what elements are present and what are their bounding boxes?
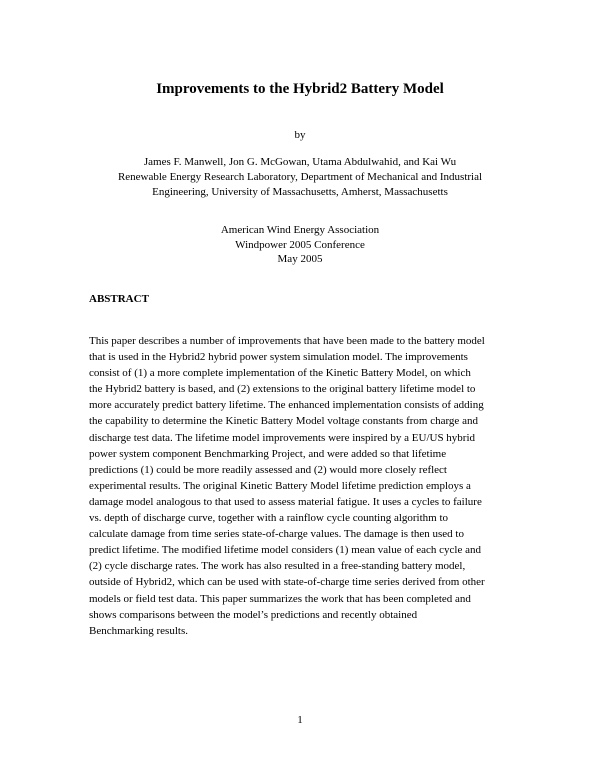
byline-by: by <box>294 129 306 141</box>
abstract-line: discharge test data. The lifetime model improvements were inspired by a EU/US hybrid <box>89 431 476 444</box>
author-names: James F. Manwell, Jon G. McGowan, Utama Abdulwahid, and Kai Wu <box>143 156 457 168</box>
abstract-heading: ABSTRACT <box>89 293 149 305</box>
abstract-line: outside of Hybrid2, which can be used with state-of-charge time series derived from other <box>89 576 485 589</box>
venue-conference: Windpower 2005 Conference <box>235 238 365 251</box>
affiliation-line-1: Renewable Energy Research Laboratory, Department of Mechanical and Industrial <box>117 171 483 183</box>
affiliation-line-2: Engineering, University of Massachusetts, Amherst, Massachusetts <box>152 186 448 198</box>
page-number: 1 <box>297 714 303 726</box>
abstract-body <box>89 333 529 639</box>
venue-block <box>0 223 600 267</box>
abstract-line: This paper describes a number of improvements that have been made to the battery model <box>89 335 485 347</box>
abstract-line: models or field test data. This paper summarizes the work that has been completed and <box>89 592 471 605</box>
abstract-line: consist of (1) a more complete implementation of the Kinetic Battery Model, on which <box>89 367 471 380</box>
abstract-line: Benchmarking results. <box>89 624 188 637</box>
abstract-line: damage model analogous to that used to assess material fatigue. It uses a cycles to failure <box>89 495 482 508</box>
abstract-line: the capability to determine the Kinetic Battery Model voltage constants from charge and <box>89 415 478 428</box>
abstract-line: predict lifetime. The modified lifetime model considers (1) mean value of each cycle and <box>89 544 481 557</box>
abstract-line: shows comparisons between the model’s predictions and recently obtained <box>89 608 418 621</box>
abstract-line: vs. depth of discharge curve, together with a rainflow cycle counting algorithm to <box>89 512 449 525</box>
abstract-line: the Hybrid2 battery is based, and (2) extensions to the original battery lifetime model to <box>89 383 476 396</box>
author-block <box>0 155 600 200</box>
paper-title: Improvements to the Hybrid2 Battery Model <box>156 81 444 97</box>
abstract-line: (2) cycle discharge rates. The work has also resulted in a free-standing battery model, <box>89 560 466 573</box>
abstract-line: experimental results. The original Kinetic Battery Model lifetime prediction employs a <box>89 479 471 492</box>
abstract-line: calculate damage from time series state-of-charge values. The damage is then used to <box>89 528 464 541</box>
venue-organization: American Wind Energy Association <box>220 224 380 236</box>
abstract-line: predictions (1) could be more readily assessed and (2) would more closely reflect <box>89 463 447 476</box>
venue-date: May 2005 <box>277 253 323 265</box>
abstract-line: more accurately predict battery lifetime. The enhanced implementation consists of adding <box>89 399 484 412</box>
abstract-line: that is used in the Hybrid2 hybrid power system simulation model. The improvements <box>89 351 468 364</box>
abstract-line: power system component Benchmarking Project, and were added so that lifetime <box>89 447 447 460</box>
